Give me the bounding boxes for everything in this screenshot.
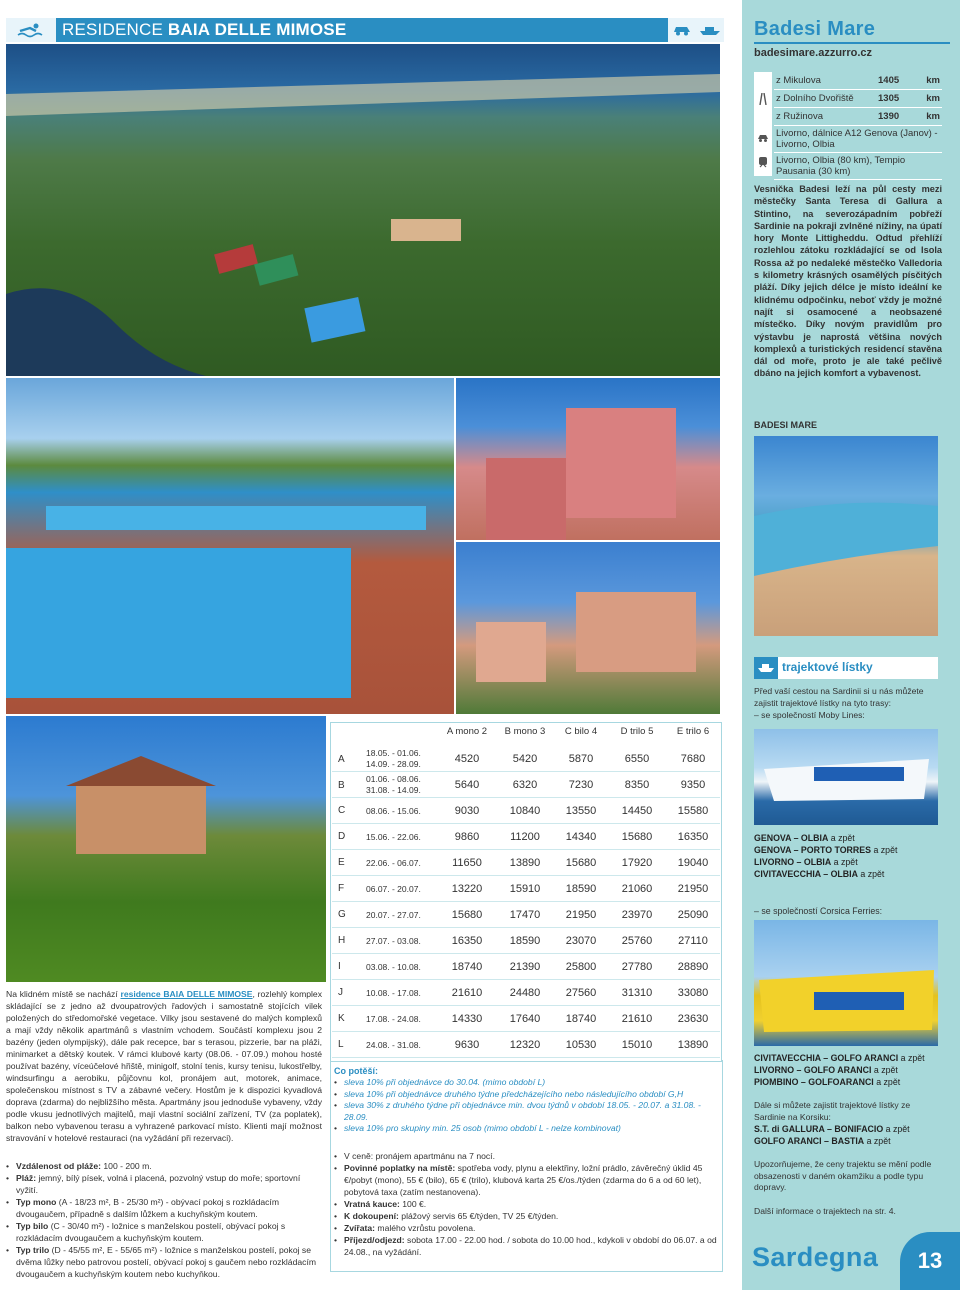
ferry-more-info: Další informace o trajektech na str. 4. [754,1205,896,1216]
price-cell: 31310 [621,987,653,999]
season-date-range: 31.08. - 14.09. [366,785,421,795]
season-date-range: 10.08. - 17.08. [366,988,421,998]
season-dates [366,884,436,895]
price-cell: 18590 [565,883,597,895]
corsica-routes [754,1052,942,1218]
price-cell: 5870 [568,753,594,765]
page-number: 13 [900,1232,960,1290]
route-item: LIVORNO – GOLFO ARANCI a zpět [754,1065,898,1075]
price-cell: 9030 [454,805,480,817]
route-item: LIVORNO – OLBIA a zpět [754,857,858,867]
season-dates [366,858,436,869]
price-cell: 10840 [509,805,541,817]
price-cell: 24480 [509,987,541,999]
price-cell: 9350 [680,779,706,791]
price-cell: 6320 [512,779,538,791]
title-underline [754,42,950,44]
price-cell: 23970 [621,909,653,921]
price-cell: 27780 [621,961,653,973]
season-category: G [338,909,346,920]
price-cell: 18740 [565,1013,597,1025]
season-dates [366,1014,436,1025]
price-cell: 21390 [509,961,541,973]
price-cell: 5640 [454,779,480,791]
destination-title: Badesi Mare [754,18,876,40]
season-category: L [338,1039,344,1050]
price-cell: 25090 [677,909,709,921]
price-cell: 11200 [510,831,540,843]
price-cell: 19040 [677,857,709,869]
season-category: D [338,831,346,842]
route-item: GENOVA – OLBIA a zpět [754,833,855,843]
table-row [332,902,720,928]
residence-description: Na klidném místě se nachází residence BAIA DELLE MIMOSE, rozlehlý komplex skládající se z jedno až dvoupatrových řadových i samostatně stojících vilek položených do středomořské vegetace. Vilky jsou sestavené do malých komplexů a mají vždy několik apartmánů s vlastním vchodem. Součástí komplexu jsou 2 bazény (jeden olympijský), dále pak recepce, bar s terasou, pizzerie, bar na pláži, minimarket a dětský koutek. V rámci klubové karty (08.06. - 07.09.) mohou hosté používat bazény, víceúčelové hřiště, minigolf, stolní tenis, kursy tenisu, lukostřelby, windsurfingu a aerobiku, půjčovnu kol, pronájem aut, motorek, animace, společenskou místnost s TV a zábavné večery. Hostům je k dispozici kyvadlová doprava (zdarma) do nejbližšího města. Apartmány jsou jednoduše vybaveny, vždy podle vkusu jednotlivých majitelů, mají vlastní sociální zařízení, TV (za poplatek), balkon nebo vybavenou terasu a vyhrazené parkovací místo. Klienti mají možnost stravování v hotelové restauraci (na vyžádání při rezervaci). [6,989,322,1143]
road-icon [754,72,772,126]
beach-photo-label: BADESI MARE [754,420,818,430]
price-cell: 17640 [509,1013,541,1025]
price-cell: 10530 [565,1039,597,1051]
info-item: • V ceně: pronájem apartmánu na 7 nocí. [334,1150,724,1162]
season-category: B [338,780,345,791]
discount-item: • sleva 10% pro skupiny min. 25 osob (mimo období L - nelze kombinovat) [334,1123,724,1135]
season-dates [366,910,436,921]
season-category: J [338,987,343,998]
season-date-range: 20.07. - 27.07. [366,910,421,920]
price-cell: 7680 [680,753,706,765]
price-cell: 23070 [565,935,597,947]
price-cell: 13890 [509,857,541,869]
price-cell: 21610 [621,1013,653,1025]
season-date-range: 22.06. - 06.07. [366,858,421,868]
price-cell: 25800 [565,961,597,973]
season-date-range: 24.08. - 31.08. [366,1040,421,1050]
distance-icons [754,72,772,176]
feature-item: • Typ trilo (D - 45/55 m², E - 55/65 m²) - ložnice s manželskou postelí, pokoj se dvěma lůžky nebo patrovou postelí, obývací pokoj s gaučem nebo rozkládacím dvougaučem a kuchyňským koutem nebo kuchyňkou. [6,1244,322,1280]
row-separator [332,1057,720,1058]
season-category: I [338,961,341,972]
moby-routes [754,832,942,880]
price-cell: 33080 [677,987,709,999]
discounts-heading: Co potěší: [334,1066,378,1076]
price-column-header: A mono 2 [446,726,488,737]
price-cell: 13550 [565,805,597,817]
feature-item: • Typ bilo (C - 30/40 m²) - ložnice s manželskou postelí, obývací pokoj s rozkládacím dvougaučem a kuchyňským koutem. [6,1220,322,1244]
price-cell: 14340 [565,831,597,843]
season-date-range: 17.08. - 24.08. [366,1014,421,1024]
table-row [332,746,720,772]
corsica-extra: Dále si můžete zajistit trajektové lístky ze Sardinie na Korsiku: [754,1100,911,1122]
swimmer-icon [6,18,56,42]
info-item: • Zvířata: malého vzrůstu povolena. [334,1222,724,1234]
price-cell: 18740 [451,961,483,973]
price-cell: 7230 [568,779,594,791]
table-row [332,928,720,954]
table-row [332,980,720,1006]
price-cell: 16350 [451,935,483,947]
price-column-header: E trilo 6 [676,726,710,737]
season-dates [366,748,436,770]
ferry-title: trajektové lístky [782,660,873,674]
pool-photo [6,378,454,714]
price-cell: 27110 [678,935,708,947]
car-icon [754,126,772,150]
feature-item: • Vzdálenost od pláže: 100 - 200 m. [6,1160,322,1172]
price-cell: 9630 [454,1039,480,1051]
distance-row: z Mikulova 1405 km [774,72,942,90]
price-column-header: D trilo 5 [620,726,654,737]
price-cell: 6550 [624,753,650,765]
region-footer: Sardegna [752,1242,879,1272]
price-cell: 4520 [454,753,480,765]
residence-villas-photo [456,542,720,714]
season-dates [366,774,436,796]
aerial-photo [6,44,720,376]
season-category: C [338,805,346,816]
season-dates [366,936,436,947]
corsica-intro: – se společností Corsica Ferries: [754,906,883,916]
feature-item: • Typ mono (A - 18/23 m², B - 25/30 m²) - obývací pokoj s rozkládacím dvougaučem, případně s dalším lůžkem a kuchyňským koutem. [6,1196,322,1220]
train-icon [754,150,772,174]
season-date-range: 06.07. - 20.07. [366,884,421,894]
season-dates [366,962,436,973]
season-date-range: 15.06. - 22.06. [366,832,421,842]
destination-url[interactable]: badesimare.azzurro.cz [754,47,872,59]
corsica-ferry-photo [754,920,938,1046]
price-cell: 15910 [509,883,541,895]
price-cell: 21060 [621,883,653,895]
route-item: CIVITAVECCHIA – OLBIA a zpět [754,869,885,879]
distance-table [774,72,942,180]
destination-description: Vesnička Badesi leží na půl cesty mezi městečky Santa Teresa di Gallura a Stintino, na severozápadním pobřeží Sardinie na pokraji zvlněné nížiny, na úpatí hory Monte Littigheddu. Odtud přehlíží rozlehlou zátoku rozkládající se od Isola Rossa až po nedaleké městečko Valledoria s kilometry krásných osamělých písčitých pláží. Díky jejich délce je místo ideální ke klidnému odpočinku, neboť vždy je možné najít si osamocené a neobsazené místečko. Díky novým pravidlům pro výstavbu je naprostá většina nových komplexů a turistických residencí stavěna dál od moře, proto je ale také pečlivě dbáno na jejich komfort a vybavenost. [754,184,942,379]
price-cell: 21610 [451,987,483,999]
season-dates [366,988,436,999]
feature-item: • Pláž: jemný, bílý písek, volná i placená, pozvolný vstup do moře; sportovní vyžití. [6,1172,322,1196]
price-cell: 21950 [677,883,709,895]
discounts-list [334,1077,724,1135]
car-icon [672,24,692,36]
season-dates [366,1040,436,1051]
price-cell: 15580 [677,805,709,817]
info-item: • Vratná kauce: 100 €. [334,1198,724,1210]
price-cell: 13220 [451,883,483,895]
table-row [332,1032,720,1058]
price-cell: 28890 [677,961,709,973]
price-cell: 9860 [454,831,480,843]
season-dates [366,806,436,817]
table-row [332,772,720,798]
price-cell: 15680 [451,909,483,921]
price-cell: 5420 [512,753,538,765]
table-row [332,876,720,902]
ferry-price-warning: Upozorňujeme, že ceny trajektu se mění podle obsazenosti v daném okamžiku a podle typu dopravy. [754,1159,932,1193]
price-cell: 12320 [509,1039,541,1051]
season-date-range: 14.09. - 28.09. [366,759,421,769]
season-category: A [338,754,345,765]
price-cell: 27560 [565,987,597,999]
table-row [332,824,720,850]
route-item: CIVITAVECCHIA – GOLFO ARANCI a zpět [754,1053,925,1063]
residence-house-photo [456,378,720,540]
season-date-range: 03.08. - 10.08. [366,962,421,972]
discount-item: • sleva 10% při objednávce do 30.04. (mimo období L) [334,1077,724,1089]
price-cell: 14450 [621,805,653,817]
table-row [332,798,720,824]
ship-icon [754,657,778,679]
route-train: Livorno, Olbia (80 km), Tempio Pausania (30 km) [774,153,942,180]
distance-row: z Ružinova 1390 km [774,108,942,126]
price-cell: 15010 [621,1039,653,1051]
price-column-header: B mono 3 [504,726,546,737]
price-cell: 21950 [565,909,597,921]
price-cell: 8350 [624,779,650,791]
price-cell: 15680 [621,831,653,843]
price-info-list [334,1150,724,1258]
season-category: F [338,883,345,894]
transport-icons [668,18,724,42]
discount-item: • sleva 30% z druhého týdne při objednávce min. dvou týdnů v období 18.05. - 20.07. a 31.08. - 28.09. [334,1100,724,1123]
garden-photo [6,716,326,982]
price-cell: 11650 [452,857,482,869]
price-cell: 16350 [677,831,709,843]
price-cell: 18590 [509,935,541,947]
table-border [330,982,331,1272]
route-item: GOLFO ARANCI – BASTIA a zpět [754,1136,891,1147]
price-cell: 17920 [621,857,653,869]
moby-ferry-photo [754,729,938,825]
route-item: PIOMBINO – GOLFOARANCI a zpět [754,1077,901,1087]
discount-item: • sleva 10% při objednávce druhého týdne předcházejícího nebo následujícího období G,H [334,1089,724,1101]
route-item: S.T. di GALLURA – BONIFACIO a zpět [754,1124,910,1135]
ferry-intro: Před vaší cestou na Sardinii si u nás můžete zajistit trajektové lístky na tyto trasy: – se společností Moby Lines: [754,686,924,720]
table-row [332,954,720,980]
info-item: • K dokoupení: plážový servis 65 €/týden, TV 25 €/týden. [334,1210,724,1222]
price-cell: 14330 [451,1013,483,1025]
table-border [330,1271,723,1272]
price-cell: 23630 [677,1013,709,1025]
season-date-range: 08.06. - 15.06. [366,806,421,816]
price-cell: 25760 [621,935,653,947]
price-cell: 13890 [677,1039,709,1051]
season-dates [366,832,436,843]
page-title: RESIDENCE BAIA DELLE MIMOSE [62,20,347,39]
route-car: Livorno, dálnice A12 Genova (Janov) - Livorno, Olbia [774,126,942,153]
info-item: • Povinné poplatky na místě: spotřeba vody, plynu a elektřiny, ložní prádlo, závěrečný úklid 45 €/pobyt (mono), 55 € (bilo), 65 € (trilo), klubová karta 25 €/os./týden (zdarma do 6 a od 60 let), pobytová taxa (zatím nestanovena). [334,1162,724,1198]
info-item: • Příjezd/odjezd: sobota 17.00 - 22.00 hod. / sobota do 10.00 hod., kdykoli v období do 06.07. a od 24.08., na vyžádání. [334,1234,724,1258]
season-date-range: 27.07. - 03.08. [366,936,421,946]
season-date-range: 18.05. - 01.06. [366,748,421,758]
season-date-range: 01.06. - 08.06. [366,774,421,784]
beach-photo [754,436,938,636]
table-row [332,850,720,876]
season-category: K [338,1013,345,1024]
price-cell: 17470 [509,909,541,921]
season-category: H [338,935,346,946]
ship-icon [699,24,721,36]
residence-link[interactable]: residence BAIA DELLE MIMOSE [120,989,253,999]
route-item: GENOVA – PORTO TORRES a zpět [754,845,898,855]
price-cell: 15680 [565,857,597,869]
season-category: E [338,857,345,868]
table-row [332,1006,720,1032]
residence-features [6,1160,322,1280]
distance-row: z Dolního Dvořiště 1305 km [774,90,942,108]
price-column-header: C bilo 4 [564,726,598,737]
